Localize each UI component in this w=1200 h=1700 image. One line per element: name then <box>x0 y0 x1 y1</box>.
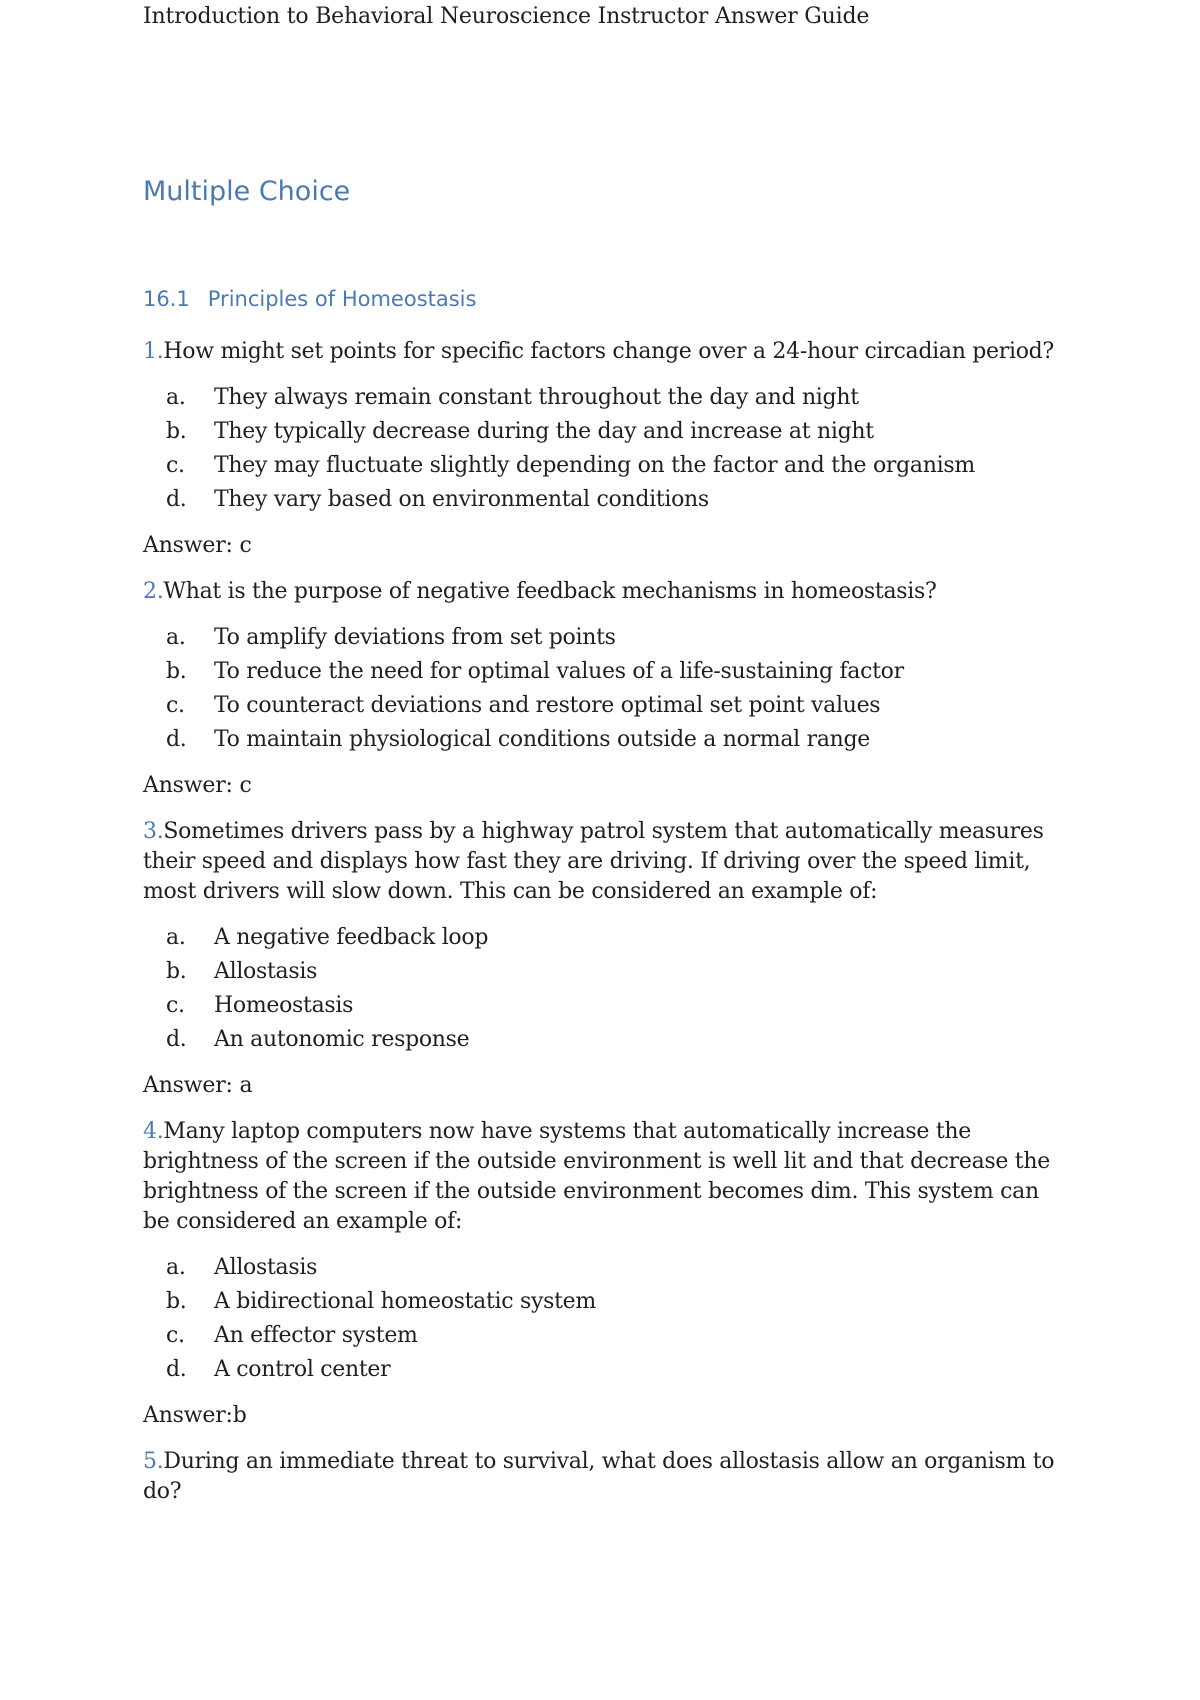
question-prompt: What is the purpose of negative feedback mechanisms in homeostasis? <box>163 579 937 604</box>
question-3 <box>143 817 1063 1101</box>
question-number: 4. <box>143 1119 164 1144</box>
option-item <box>143 1353 1063 1387</box>
answer-line: Answer:b <box>143 1403 247 1428</box>
option-letter: a. <box>166 925 186 950</box>
question-2 <box>143 577 1063 801</box>
option-letter: b. <box>166 659 187 684</box>
question-text <box>143 817 1063 907</box>
option-letter: c. <box>166 1323 185 1348</box>
option-text: They always remain constant throughout the day and night <box>214 385 859 410</box>
question-prompt: Sometimes drivers pass by a highway patrol system that automatically measures their speed and displays how fast they are driving. If driving over the speed limit, most drivers will slow down. This can be considered an example of: <box>143 819 1044 904</box>
option-letter: b. <box>166 1289 187 1314</box>
option-letter: a. <box>166 1255 186 1280</box>
option-item <box>143 381 1063 415</box>
answer-line: Answer: c <box>143 773 252 798</box>
option-letter: c. <box>166 693 185 718</box>
option-text: To reduce the need for optimal values of a life-sustaining factor <box>214 659 904 684</box>
option-text: To maintain physiological conditions outside a normal range <box>214 727 871 752</box>
option-item <box>143 655 1063 689</box>
question-text <box>143 337 1063 367</box>
option-letter: c. <box>166 453 185 478</box>
option-letter: a. <box>166 625 186 650</box>
option-item <box>143 921 1063 955</box>
option-text: Homeostasis <box>214 993 354 1018</box>
answer-line: Answer: c <box>143 533 252 558</box>
option-item <box>143 955 1063 989</box>
option-letter: a. <box>166 385 186 410</box>
option-text: An effector system <box>214 1323 418 1348</box>
option-text: To counteract deviations and restore optimal set point values <box>214 693 881 718</box>
option-text: An autonomic response <box>214 1027 470 1052</box>
answer-line: Answer: a <box>143 1073 253 1098</box>
option-text: To amplify deviations from set points <box>214 625 616 650</box>
option-letter: d. <box>166 487 187 512</box>
question-4 <box>143 1117 1063 1431</box>
option-letter: d. <box>166 727 187 752</box>
option-letter: b. <box>166 959 187 984</box>
option-item <box>143 483 1063 517</box>
running-header: Introduction to Behavioral Neuroscience Instructor Answer Guide <box>143 4 870 29</box>
question-number: 2. <box>143 579 164 604</box>
section-title: Multiple Choice <box>143 176 351 207</box>
option-list <box>143 921 1063 1057</box>
question-text <box>143 1117 1063 1237</box>
question-list <box>143 337 1063 1507</box>
option-item <box>143 1319 1063 1353</box>
question-number: 3. <box>143 819 164 844</box>
option-letter: d. <box>166 1027 187 1052</box>
option-list <box>143 381 1063 517</box>
option-text: A negative feedback loop <box>214 925 489 950</box>
question-number: 1. <box>143 339 164 364</box>
question-text <box>143 577 1063 607</box>
question-5 <box>143 1447 1063 1507</box>
question-prompt: Many laptop computers now have systems that automatically increase the brightness of the screen if the outside environment is well lit and that decrease the brightness of the screen if the outside environment becomes dim. This system can be considered an example of: <box>143 1119 1050 1234</box>
option-letter: d. <box>166 1357 187 1382</box>
option-item <box>143 1023 1063 1057</box>
option-text: They typically decrease during the day and increase at night <box>214 419 874 444</box>
subsection-title <box>143 287 476 311</box>
option-letter: c. <box>166 993 185 1018</box>
question-1 <box>143 337 1063 561</box>
option-item <box>143 723 1063 757</box>
option-item <box>143 415 1063 449</box>
option-item <box>143 689 1063 723</box>
option-item <box>143 989 1063 1023</box>
option-item <box>143 1285 1063 1319</box>
subsection-label: Principles of Homeostasis <box>207 287 477 311</box>
subsection-number: 16.1 <box>143 287 190 311</box>
option-text: They vary based on environmental conditions <box>214 487 709 512</box>
option-text: Allostasis <box>214 959 318 984</box>
option-list <box>143 1251 1063 1387</box>
option-text: They may fluctuate slightly depending on the factor and the organism <box>214 453 975 478</box>
option-letter: b. <box>166 419 187 444</box>
question-text <box>143 1447 1063 1507</box>
option-item <box>143 449 1063 483</box>
option-text: Allostasis <box>214 1255 318 1280</box>
question-prompt: How might set points for specific factors change over a 24-hour circadian period? <box>163 339 1054 364</box>
question-number: 5. <box>143 1449 164 1474</box>
option-item <box>143 621 1063 655</box>
option-text: A bidirectional homeostatic system <box>214 1289 596 1314</box>
question-prompt: During an immediate threat to survival, what does allostasis allow an organism to do? <box>143 1449 1055 1504</box>
option-text: A control center <box>214 1357 391 1382</box>
option-list <box>143 621 1063 757</box>
option-item <box>143 1251 1063 1285</box>
